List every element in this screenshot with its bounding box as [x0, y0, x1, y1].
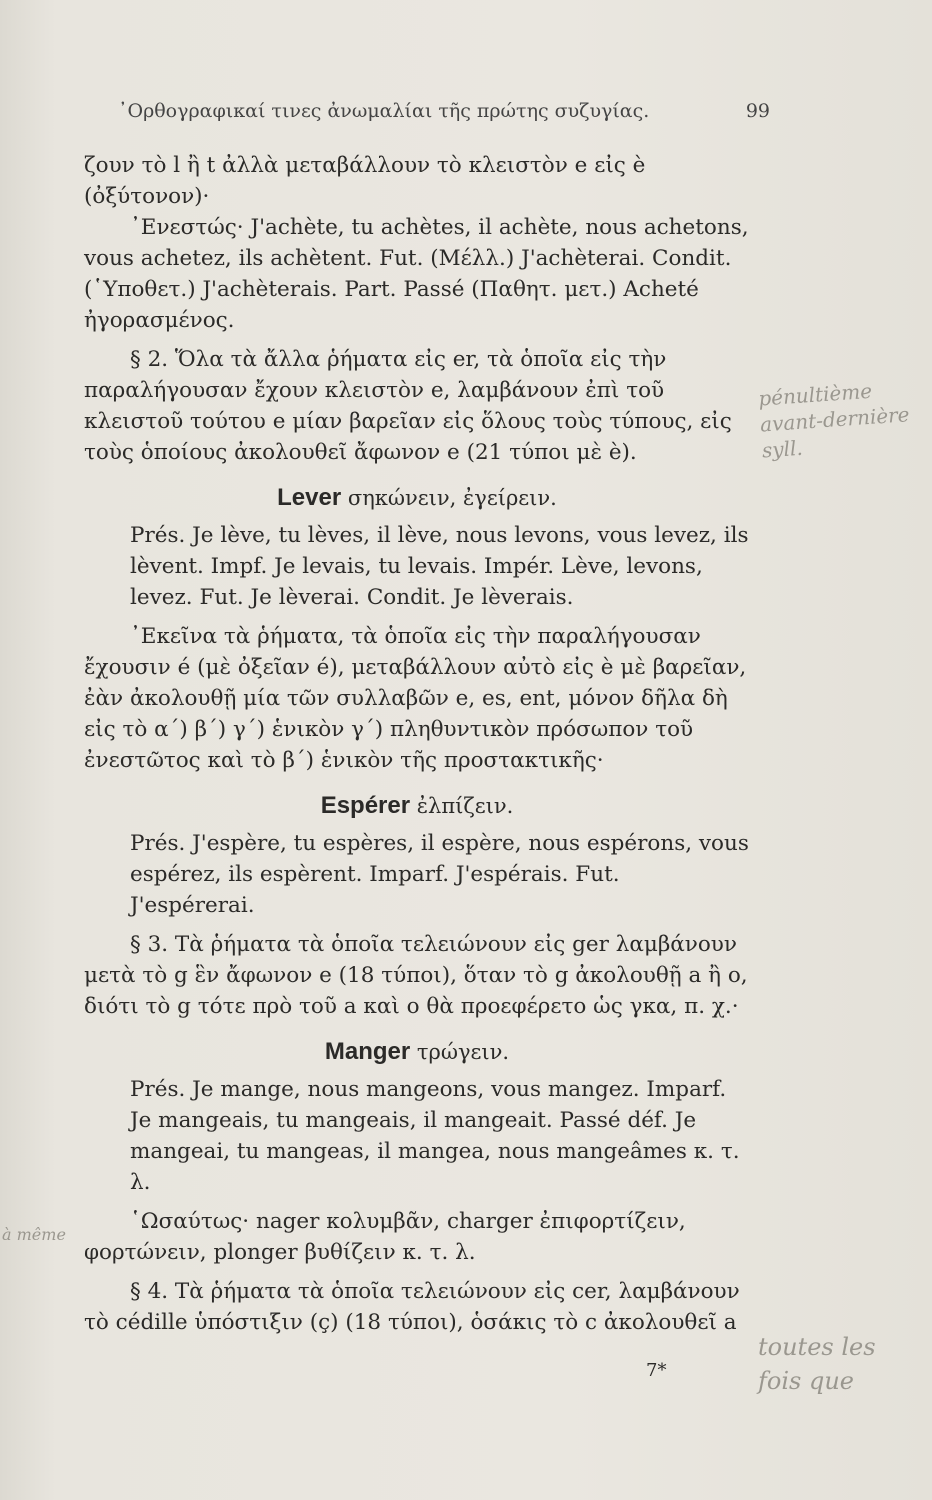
margin-note-left: à même: [2, 1225, 66, 1244]
paragraph-section-3: § 3. Τὰ ῥήματα τὰ ὁποῖα τελειώνουν εἰς ger λαμβάνουν μετὰ τὸ g ἓν ἄφωνον e (18 τύποι), ὅταν τὸ g ἀκολουθῇ a ἢ o, διότι τὸ g τότε πρὸ τοῦ a καὶ o θὰ προεφέρετο ὡς γκα, π. χ.·: [84, 932, 748, 1019]
margin-note-pencil: pénultième avant-dernière syll.: [757, 378, 911, 463]
paragraph-section-4: § 4. Τὰ ῥήματα τὰ ὁποῖα τελειώνουν εἰς cer, λαμβάνουν τὸ cédille ὑπόστιξιν (ç) (18 τύποι), ὁσάκις τὸ c ἀκολουθεῖ a: [84, 1279, 740, 1335]
text-body: [84, 150, 750, 1338]
heading-lever-gr: σηκώνειν, ἐγείρειν.: [347, 486, 557, 510]
signature-mark: 7*: [646, 1360, 667, 1381]
conjugation-esperer: Prés. J'espère, tu espères, il espère, nous espérons, vous espérez, ils espèrent. Imparf. J'espérais. Fut. J'espérerai.: [130, 831, 749, 918]
paragraph-continuation: ζουν τὸ l ἢ t ἀλλὰ μεταβάλλουν τὸ κλειστὸν e εἰς è (ὀξύτονον)·: [84, 153, 646, 209]
margin-note-bottom: toutes les fois que: [758, 1333, 876, 1395]
paragraph-osautos: ῾Ωσαύτως· nager κολυμβᾶν, charger ἐπιφορτίζειν, φορτώνειν, plonger βυθίζειν κ. τ. λ.: [84, 1209, 686, 1265]
heading-esperer-fr: Espérer: [320, 792, 411, 819]
conjugation-manger: Prés. Je mange, nous mangeons, vous mangez. Imparf. Je mangeais, tu mangeais, il mangeait. Passé déf. Je mangeai, tu mangeas, il mangea, nous mangeâmes κ. τ. λ.: [130, 1077, 740, 1195]
paragraph-ekeina: ᾿Εκεῖνα τὰ ῥήματα, τὰ ὁποῖα εἰς τὴν παραλήγουσαν ἔχουσιν é (μὲ ὀξεῖαν é), μεταβάλλουν αὐτὸ εἰς è μὲ βαρεῖαν, ἐὰν ἀκολουθῇ μία τῶν συλλαβῶν e, es, ent, μόνον δῆλα δὴ εἰς τὸ α΄) β΄) γ΄) ἑνικὸν γ΄) πληθυντικὸν πρόσωπον τοῦ ἐνεστῶτος καὶ τὸ β΄) ἑνικὸν τῆς προστακτικῆς·: [84, 624, 747, 773]
heading-manger: [84, 1036, 750, 1068]
heading-manger-gr: τρώγειν.: [416, 1040, 510, 1064]
heading-lever: [84, 482, 750, 514]
heading-esperer: [84, 790, 750, 822]
heading-esperer-gr: ἐλπίζειν.: [416, 794, 514, 818]
heading-manger-fr: Manger: [324, 1038, 411, 1065]
paragraph-acheter: ᾿Ενεστώς· J'achète, tu achètes, il achète, nous achetons, vous achetez, ils achètent. Fut. (Μέλλ.) J'achèterai. Condit. (῾Υποθετ.) J'achèterais. Part. Passé (Παθητ. μετ.) Acheté ἠγορασμένος.: [84, 215, 749, 333]
page-number: 99: [745, 100, 770, 122]
heading-lever-fr: Lever: [277, 484, 342, 511]
conjugation-lever: Prés. Je lève, tu lèves, il lève, nous levons, vous levez, ils lèvent. Impf. Je levais, tu levais. Impér. Lève, levons, levez. Fut. Je lèverai. Condit. Je lèverais.: [130, 523, 749, 610]
paragraph-section-2: § 2. Ὅλα τὰ ἄλλα ῥήματα εἰς er, τὰ ὁποῖα εἰς τὴν παραλήγουσαν ἔχουν κλειστὸν e, λαμβάνουν ἐπὶ τοῦ κλειστοῦ τούτου e μίαν βαρεῖαν εἰς ὅλους τοὺς τύπους, εἰς τοὺς ὁποίους ἀκολουθεῖ ἄφωνον e (21 τύποι μὲ è).: [84, 347, 732, 465]
running-title: ᾿Ορθογραφικαί τινες ἀνωμαλίαι τῆς πρώτης συζυγίας.: [118, 100, 650, 122]
